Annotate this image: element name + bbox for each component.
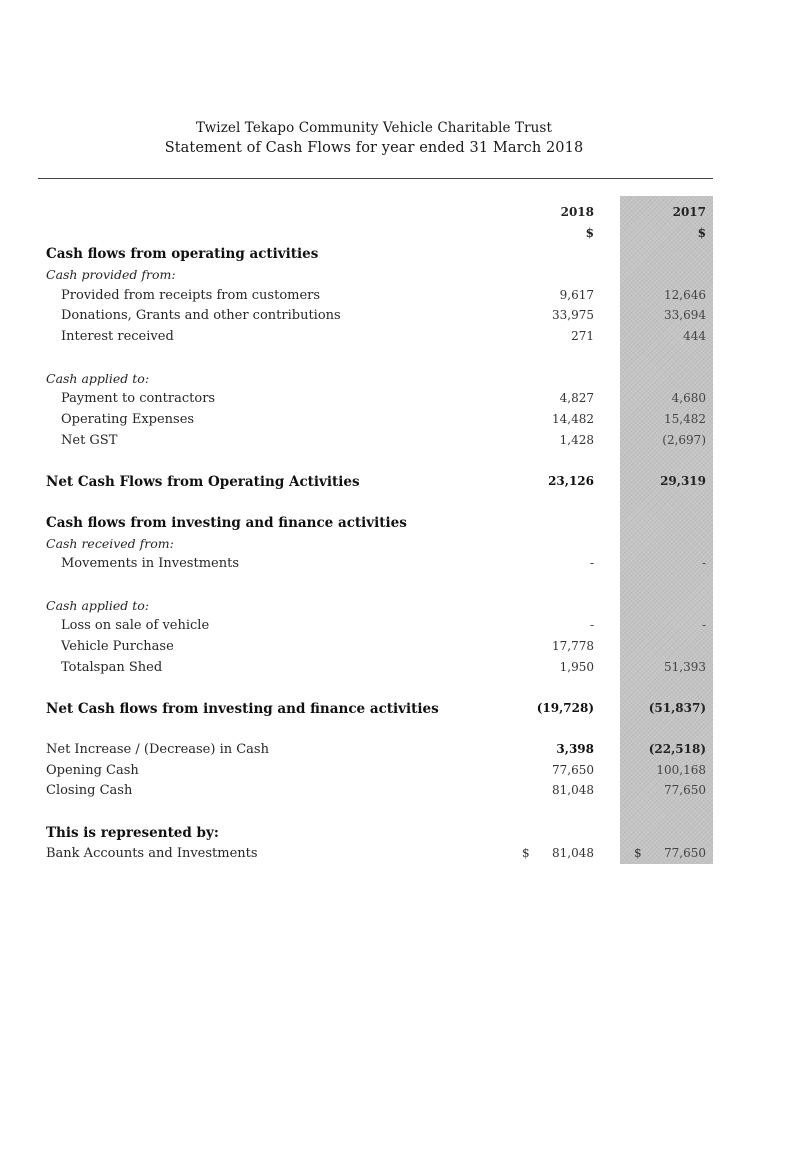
value-2017: 12,646 — [664, 288, 706, 302]
column-header-2018: 2018 — [560, 205, 594, 219]
value-2017: 77,650 — [664, 846, 706, 860]
statement-row — [0, 618, 806, 638]
value-2018: 23,126 — [548, 474, 594, 488]
statement-title: Statement of Cash Flows for year ended 31 March 2018 — [164, 140, 584, 156]
value-2017: - — [701, 556, 706, 570]
row-label: Loss on sale of vehicle — [61, 618, 210, 633]
subheading-cash-applied — [0, 371, 806, 391]
statement-row — [0, 412, 806, 432]
net-investing-row — [0, 701, 806, 721]
organization-name: Twizel Tekapo Community Vehicle Charitable Trust — [196, 120, 552, 136]
value-2018: - — [589, 556, 594, 570]
row-label: Interest received — [61, 329, 174, 344]
value-2018: 14,482 — [552, 412, 594, 426]
subheading-cash-received — [0, 536, 806, 556]
currency-symbol-2017: $ — [634, 846, 642, 860]
value-2018: 1,428 — [559, 433, 594, 447]
summary-row — [0, 742, 806, 762]
statement-row — [0, 433, 806, 453]
subheading-cash-applied — [0, 598, 806, 618]
subheading-cash-provided — [0, 267, 806, 287]
row-label: Operating Expenses — [61, 412, 195, 427]
subheading-text: Cash provided from: — [46, 267, 176, 282]
value-2017: 51,393 — [664, 660, 706, 674]
summary-row — [0, 763, 806, 783]
statement-row — [0, 391, 806, 411]
value-2017: 33,694 — [664, 308, 706, 322]
bank-accounts-row — [0, 846, 806, 866]
value-2017: 4,680 — [671, 391, 706, 405]
row-label: Opening Cash — [46, 763, 139, 778]
section-heading-investing — [0, 515, 806, 535]
value-2018: 81,048 — [552, 846, 594, 860]
value-2018: 4,827 — [559, 391, 594, 405]
row-label: Net Cash flows from investing and finance activities — [46, 701, 439, 717]
row-label: Donations, Grants and other contributions — [61, 308, 341, 323]
statement-row — [0, 308, 806, 328]
value-2017: 29,319 — [660, 474, 706, 488]
row-label: Net Increase / (Decrease) in Cash — [46, 742, 269, 757]
statement-row — [0, 288, 806, 308]
value-2017: (22,518) — [648, 742, 706, 756]
value-2018: - — [589, 618, 594, 632]
statement-row — [0, 329, 806, 349]
row-label: Vehicle Purchase — [61, 639, 174, 654]
currency-symbol-2018: $ — [522, 846, 530, 860]
value-2017: 15,482 — [664, 412, 706, 426]
row-label: Provided from receipts from customers — [61, 288, 321, 303]
value-2017: 100,168 — [656, 763, 706, 777]
value-2017: (2,697) — [662, 433, 706, 447]
heading-text: This is represented by: — [46, 825, 219, 841]
value-2018: 9,617 — [559, 288, 594, 302]
value-2017: 77,650 — [664, 783, 706, 797]
value-2017: - — [701, 618, 706, 632]
value-2018: 271 — [571, 329, 594, 343]
row-label: Payment to contractors — [61, 391, 216, 406]
value-2018: 33,975 — [552, 308, 594, 322]
row-label: Movements in Investments — [61, 556, 239, 571]
represented-heading — [0, 825, 806, 845]
section-heading-operating — [0, 246, 806, 266]
row-label: Net Cash Flows from Operating Activities — [46, 474, 360, 490]
row-label: Closing Cash — [46, 783, 133, 798]
value-2017: (51,837) — [648, 701, 706, 715]
statement-row — [0, 639, 806, 659]
value-2017: 444 — [683, 329, 706, 343]
unit-2018: $ — [585, 226, 594, 240]
heading-text: Cash flows from operating activities — [46, 246, 319, 262]
value-2018: (19,728) — [536, 701, 594, 715]
net-operating-row — [0, 474, 806, 494]
subheading-text: Cash received from: — [46, 536, 174, 551]
row-label: Net GST — [61, 433, 118, 448]
value-2018: 81,048 — [552, 783, 594, 797]
statement-row — [0, 660, 806, 680]
summary-row — [0, 783, 806, 803]
row-label: Bank Accounts and Investments — [46, 846, 258, 861]
value-2018: 17,778 — [552, 639, 594, 653]
unit-2017: $ — [697, 226, 706, 240]
title-divider — [38, 178, 713, 179]
row-label: Totalspan Shed — [61, 660, 163, 675]
column-header-2017: 2017 — [672, 205, 706, 219]
value-2018: 1,950 — [559, 660, 594, 674]
statement-row — [0, 556, 806, 576]
value-2018: 3,398 — [556, 742, 594, 756]
subheading-text: Cash applied to: — [46, 371, 150, 386]
value-2018: 77,650 — [552, 763, 594, 777]
heading-text: Cash flows from investing and finance activities — [46, 515, 407, 531]
subheading-text: Cash applied to: — [46, 598, 150, 613]
